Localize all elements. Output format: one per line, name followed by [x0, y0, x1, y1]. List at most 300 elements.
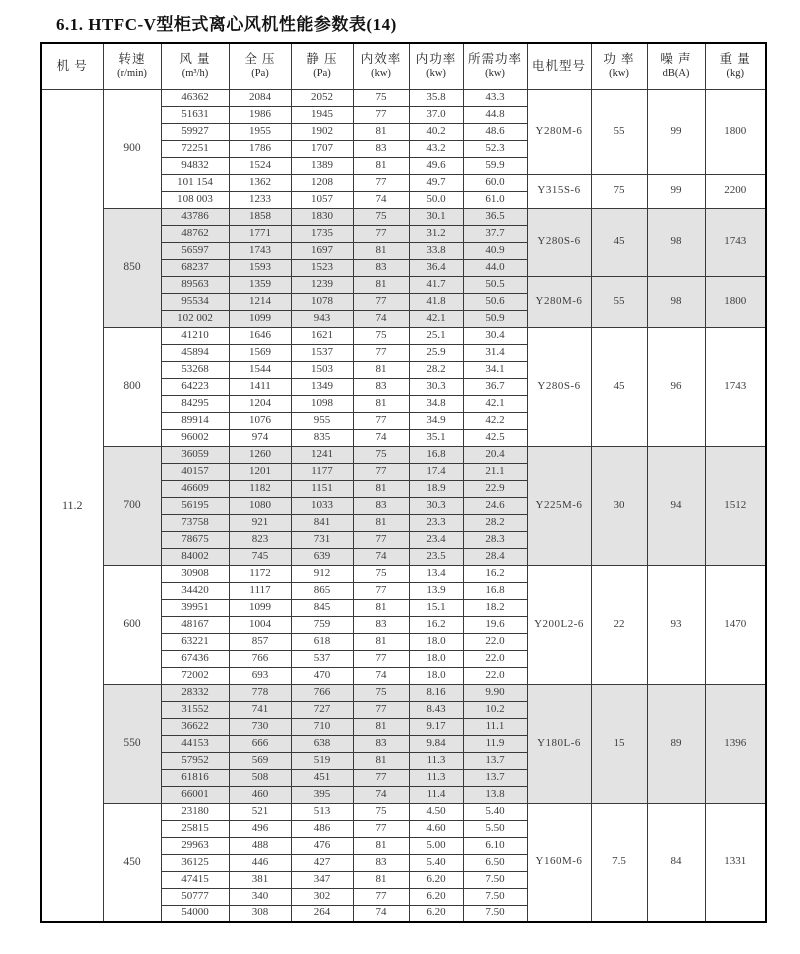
cell-speed: 900 — [103, 89, 161, 208]
cell-total-pressure: 1260 — [229, 446, 291, 463]
cell-required-power: 9.90 — [463, 684, 527, 701]
cell-total-pressure: 1858 — [229, 208, 291, 225]
cell-efficiency: 74 — [353, 548, 409, 565]
table-row — [41, 208, 766, 225]
cell-required-power: 60.0 — [463, 174, 527, 191]
cell-motor-power: 45 — [591, 208, 647, 276]
cell-efficiency: 81 — [353, 157, 409, 174]
table-row — [41, 446, 766, 463]
header-unit: (kw) — [485, 68, 505, 80]
cell-efficiency: 77 — [353, 412, 409, 429]
cell-flow: 43786 — [161, 208, 229, 225]
cell-internal-power: 41.8 — [409, 293, 463, 310]
cell-total-pressure: 1004 — [229, 616, 291, 633]
cell-speed: 450 — [103, 803, 161, 922]
cell-motor-power: 7.5 — [591, 803, 647, 922]
cell-total-pressure: 508 — [229, 769, 291, 786]
cell-internal-power: 35.1 — [409, 429, 463, 446]
cell-static-pressure: 1241 — [291, 446, 353, 463]
column-header-total-pressure — [229, 43, 291, 89]
cell-total-pressure: 1076 — [229, 412, 291, 429]
cell-efficiency: 77 — [353, 820, 409, 837]
cell-efficiency: 83 — [353, 735, 409, 752]
fan-performance-table — [40, 42, 767, 923]
cell-static-pressure: 1057 — [291, 191, 353, 208]
header-unit: (kw) — [609, 68, 629, 80]
cell-static-pressure: 519 — [291, 752, 353, 769]
cell-motor-power: 22 — [591, 565, 647, 684]
cell-efficiency: 75 — [353, 565, 409, 582]
cell-total-pressure: 778 — [229, 684, 291, 701]
cell-total-pressure: 745 — [229, 548, 291, 565]
cell-flow: 108 003 — [161, 191, 229, 208]
cell-flow: 56597 — [161, 242, 229, 259]
cell-noise: 93 — [647, 565, 705, 684]
cell-flow: 46609 — [161, 480, 229, 497]
cell-static-pressure: 486 — [291, 820, 353, 837]
column-header-required-power — [463, 43, 527, 89]
cell-motor-model: Y225M-6 — [527, 446, 591, 565]
cell-static-pressure: 1033 — [291, 497, 353, 514]
cell-static-pressure: 618 — [291, 633, 353, 650]
cell-flow: 40157 — [161, 463, 229, 480]
header-unit: (kg) — [726, 68, 744, 80]
cell-static-pressure: 537 — [291, 650, 353, 667]
cell-flow: 61816 — [161, 769, 229, 786]
cell-required-power: 59.9 — [463, 157, 527, 174]
cell-static-pressure: 1707 — [291, 140, 353, 157]
cell-static-pressure: 638 — [291, 735, 353, 752]
cell-required-power: 36.5 — [463, 208, 527, 225]
cell-required-power: 21.1 — [463, 463, 527, 480]
table-header — [41, 43, 766, 89]
header-unit: (m³/h) — [181, 68, 209, 80]
cell-static-pressure: 395 — [291, 786, 353, 803]
cell-static-pressure: 1830 — [291, 208, 353, 225]
cell-static-pressure: 1349 — [291, 378, 353, 395]
cell-internal-power: 13.9 — [409, 582, 463, 599]
cell-noise: 99 — [647, 174, 705, 208]
cell-internal-power: 34.9 — [409, 412, 463, 429]
cell-total-pressure: 1411 — [229, 378, 291, 395]
cell-noise: 98 — [647, 276, 705, 327]
cell-flow: 39951 — [161, 599, 229, 616]
cell-flow: 66001 — [161, 786, 229, 803]
cell-flow: 30908 — [161, 565, 229, 582]
cell-internal-power: 18.0 — [409, 633, 463, 650]
cell-efficiency: 81 — [353, 599, 409, 616]
cell-required-power: 37.7 — [463, 225, 527, 242]
cell-static-pressure: 639 — [291, 548, 353, 565]
cell-flow: 36622 — [161, 718, 229, 735]
cell-internal-power: 30.3 — [409, 378, 463, 395]
cell-required-power: 43.3 — [463, 89, 527, 106]
cell-required-power: 34.1 — [463, 361, 527, 378]
header-label: 噪 声 — [660, 52, 692, 67]
cell-weight: 2200 — [705, 174, 766, 208]
cell-efficiency: 77 — [353, 701, 409, 718]
cell-efficiency: 75 — [353, 803, 409, 820]
cell-total-pressure: 1233 — [229, 191, 291, 208]
page-title: 6.1. HTFC-V型柜式离心风机性能参数表(14) — [56, 15, 397, 34]
cell-required-power: 50.9 — [463, 310, 527, 327]
cell-internal-power: 16.8 — [409, 446, 463, 463]
cell-total-pressure: 2084 — [229, 89, 291, 106]
table-row — [41, 327, 766, 344]
cell-required-power: 7.50 — [463, 871, 527, 888]
header-label: 机 号 — [56, 58, 88, 73]
cell-internal-power: 34.8 — [409, 395, 463, 412]
cell-internal-power: 37.0 — [409, 106, 463, 123]
table-body — [41, 89, 766, 922]
cell-efficiency: 83 — [353, 378, 409, 395]
cell-efficiency: 77 — [353, 769, 409, 786]
column-header-motor-power — [591, 43, 647, 89]
cell-weight: 1743 — [705, 327, 766, 446]
cell-internal-power: 25.9 — [409, 344, 463, 361]
cell-flow: 89563 — [161, 276, 229, 293]
cell-total-pressure: 974 — [229, 429, 291, 446]
table-header-row — [41, 43, 766, 89]
header-label: 转速 — [118, 52, 146, 67]
cell-required-power: 48.6 — [463, 123, 527, 140]
cell-efficiency: 75 — [353, 684, 409, 701]
cell-static-pressure: 1151 — [291, 480, 353, 497]
cell-required-power: 22.9 — [463, 480, 527, 497]
cell-total-pressure: 308 — [229, 905, 291, 922]
cell-flow: 67436 — [161, 650, 229, 667]
cell-internal-power: 30.3 — [409, 497, 463, 514]
cell-static-pressure: 841 — [291, 514, 353, 531]
column-header-weight — [705, 43, 766, 89]
cell-internal-power: 15.1 — [409, 599, 463, 616]
cell-internal-power: 4.50 — [409, 803, 463, 820]
cell-required-power: 40.9 — [463, 242, 527, 259]
cell-static-pressure: 2052 — [291, 89, 353, 106]
cell-internal-power: 18.0 — [409, 650, 463, 667]
cell-efficiency: 81 — [353, 837, 409, 854]
cell-weight: 1743 — [705, 208, 766, 276]
table-row — [41, 684, 766, 701]
cell-flow: 44153 — [161, 735, 229, 752]
table-row — [41, 565, 766, 582]
cell-total-pressure: 1986 — [229, 106, 291, 123]
cell-internal-power: 50.0 — [409, 191, 463, 208]
cell-noise: 96 — [647, 327, 705, 446]
cell-weight: 1470 — [705, 565, 766, 684]
cell-internal-power: 35.8 — [409, 89, 463, 106]
cell-total-pressure: 1544 — [229, 361, 291, 378]
cell-motor-power: 45 — [591, 327, 647, 446]
cell-total-pressure: 460 — [229, 786, 291, 803]
cell-internal-power: 16.2 — [409, 616, 463, 633]
cell-flow: 101 154 — [161, 174, 229, 191]
cell-internal-power: 25.1 — [409, 327, 463, 344]
cell-required-power: 11.1 — [463, 718, 527, 735]
cell-noise: 89 — [647, 684, 705, 803]
cell-static-pressure: 731 — [291, 531, 353, 548]
cell-static-pressure: 1945 — [291, 106, 353, 123]
table-row — [41, 803, 766, 820]
header-label: 功 率 — [603, 52, 635, 67]
cell-flow: 53268 — [161, 361, 229, 378]
cell-required-power: 10.2 — [463, 701, 527, 718]
cell-static-pressure: 727 — [291, 701, 353, 718]
cell-required-power: 42.1 — [463, 395, 527, 412]
cell-efficiency: 83 — [353, 854, 409, 871]
cell-weight: 1331 — [705, 803, 766, 922]
cell-internal-power: 9.17 — [409, 718, 463, 735]
cell-required-power: 50.5 — [463, 276, 527, 293]
cell-internal-power: 36.4 — [409, 259, 463, 276]
cell-total-pressure: 1359 — [229, 276, 291, 293]
cell-static-pressure: 1239 — [291, 276, 353, 293]
cell-efficiency: 81 — [353, 395, 409, 412]
cell-static-pressure: 1621 — [291, 327, 353, 344]
cell-motor-power: 55 — [591, 89, 647, 174]
cell-static-pressure: 955 — [291, 412, 353, 429]
cell-internal-power: 30.1 — [409, 208, 463, 225]
cell-required-power: 50.6 — [463, 293, 527, 310]
cell-total-pressure: 381 — [229, 871, 291, 888]
cell-static-pressure: 710 — [291, 718, 353, 735]
cell-required-power: 16.2 — [463, 565, 527, 582]
cell-total-pressure: 1743 — [229, 242, 291, 259]
cell-efficiency: 74 — [353, 191, 409, 208]
cell-weight: 1396 — [705, 684, 766, 803]
cell-internal-power: 9.84 — [409, 735, 463, 752]
header-unit: (kw) — [371, 68, 391, 80]
cell-flow: 47415 — [161, 871, 229, 888]
cell-static-pressure: 835 — [291, 429, 353, 446]
cell-flow: 54000 — [161, 905, 229, 922]
cell-internal-power: 31.2 — [409, 225, 463, 242]
cell-efficiency: 74 — [353, 905, 409, 922]
cell-required-power: 30.4 — [463, 327, 527, 344]
cell-static-pressure: 1697 — [291, 242, 353, 259]
cell-static-pressure: 1389 — [291, 157, 353, 174]
cell-efficiency: 81 — [353, 123, 409, 140]
cell-static-pressure: 1902 — [291, 123, 353, 140]
cell-motor-model: Y180L-6 — [527, 684, 591, 803]
cell-efficiency: 75 — [353, 446, 409, 463]
column-header-speed — [103, 43, 161, 89]
cell-efficiency: 75 — [353, 89, 409, 106]
cell-machine-no: 11.2 — [41, 89, 103, 922]
cell-flow: 94832 — [161, 157, 229, 174]
cell-internal-power: 8.43 — [409, 701, 463, 718]
cell-static-pressure: 1735 — [291, 225, 353, 242]
cell-flow: 51631 — [161, 106, 229, 123]
cell-motor-model: Y315S-6 — [527, 174, 591, 208]
cell-internal-power: 42.1 — [409, 310, 463, 327]
cell-motor-model: Y280M-6 — [527, 89, 591, 174]
cell-total-pressure: 1117 — [229, 582, 291, 599]
cell-flow: 31552 — [161, 701, 229, 718]
cell-flow: 63221 — [161, 633, 229, 650]
cell-total-pressure: 496 — [229, 820, 291, 837]
header-label: 全 压 — [244, 52, 276, 67]
cell-static-pressure: 347 — [291, 871, 353, 888]
cell-speed: 550 — [103, 684, 161, 803]
cell-motor-model: Y280M-6 — [527, 276, 591, 327]
cell-noise: 94 — [647, 446, 705, 565]
cell-efficiency: 74 — [353, 786, 409, 803]
cell-efficiency: 74 — [353, 667, 409, 684]
cell-total-pressure: 666 — [229, 735, 291, 752]
cell-total-pressure: 1593 — [229, 259, 291, 276]
cell-required-power: 28.4 — [463, 548, 527, 565]
cell-internal-power: 13.4 — [409, 565, 463, 582]
cell-efficiency: 77 — [353, 888, 409, 905]
cell-flow: 56195 — [161, 497, 229, 514]
cell-flow: 41210 — [161, 327, 229, 344]
cell-required-power: 13.7 — [463, 769, 527, 786]
cell-required-power: 31.4 — [463, 344, 527, 361]
cell-efficiency: 83 — [353, 140, 409, 157]
cell-efficiency: 77 — [353, 225, 409, 242]
cell-weight: 1512 — [705, 446, 766, 565]
cell-internal-power: 23.3 — [409, 514, 463, 531]
cell-flow: 89914 — [161, 412, 229, 429]
column-header-internal-power — [409, 43, 463, 89]
cell-static-pressure: 943 — [291, 310, 353, 327]
cell-efficiency: 83 — [353, 616, 409, 633]
header-label: 电机型号 — [531, 58, 586, 73]
cell-static-pressure: 766 — [291, 684, 353, 701]
cell-total-pressure: 1099 — [229, 310, 291, 327]
column-header-efficiency — [353, 43, 409, 89]
cell-total-pressure: 569 — [229, 752, 291, 769]
cell-efficiency: 75 — [353, 327, 409, 344]
cell-flow: 78675 — [161, 531, 229, 548]
cell-static-pressure: 1177 — [291, 463, 353, 480]
cell-motor-model: Y160M-6 — [527, 803, 591, 922]
cell-weight: 1800 — [705, 276, 766, 327]
cell-total-pressure: 340 — [229, 888, 291, 905]
column-header-static-pressure — [291, 43, 353, 89]
cell-required-power: 13.8 — [463, 786, 527, 803]
cell-total-pressure: 1771 — [229, 225, 291, 242]
cell-required-power: 13.7 — [463, 752, 527, 769]
cell-required-power: 61.0 — [463, 191, 527, 208]
cell-flow: 95534 — [161, 293, 229, 310]
cell-flow: 59927 — [161, 123, 229, 140]
header-label: 重 量 — [719, 52, 751, 67]
cell-required-power: 42.2 — [463, 412, 527, 429]
cell-flow: 48167 — [161, 616, 229, 633]
cell-total-pressure: 521 — [229, 803, 291, 820]
cell-efficiency: 81 — [353, 752, 409, 769]
header-label: 静 压 — [306, 52, 338, 67]
cell-efficiency: 81 — [353, 276, 409, 293]
cell-flow: 72251 — [161, 140, 229, 157]
cell-flow: 45894 — [161, 344, 229, 361]
cell-speed: 850 — [103, 208, 161, 327]
cell-required-power: 28.2 — [463, 514, 527, 531]
cell-efficiency: 81 — [353, 514, 409, 531]
cell-required-power: 6.50 — [463, 854, 527, 871]
header-label: 风 量 — [179, 52, 211, 67]
cell-static-pressure: 476 — [291, 837, 353, 854]
column-header-flow — [161, 43, 229, 89]
cell-required-power: 11.9 — [463, 735, 527, 752]
cell-total-pressure: 741 — [229, 701, 291, 718]
cell-required-power: 22.0 — [463, 633, 527, 650]
cell-internal-power: 5.40 — [409, 854, 463, 871]
header-label: 内功率 — [415, 52, 457, 67]
cell-static-pressure: 759 — [291, 616, 353, 633]
cell-efficiency: 81 — [353, 480, 409, 497]
cell-static-pressure: 1503 — [291, 361, 353, 378]
cell-total-pressure: 1646 — [229, 327, 291, 344]
cell-efficiency: 74 — [353, 310, 409, 327]
cell-total-pressure: 446 — [229, 854, 291, 871]
cell-required-power: 44.8 — [463, 106, 527, 123]
cell-internal-power: 49.7 — [409, 174, 463, 191]
cell-required-power: 20.4 — [463, 446, 527, 463]
cell-static-pressure: 513 — [291, 803, 353, 820]
cell-motor-model: Y280S-6 — [527, 327, 591, 446]
cell-efficiency: 77 — [353, 463, 409, 480]
cell-internal-power: 11.3 — [409, 769, 463, 786]
cell-flow: 102 002 — [161, 310, 229, 327]
cell-required-power: 7.50 — [463, 905, 527, 922]
header-unit: dB(A) — [662, 68, 690, 80]
cell-total-pressure: 1204 — [229, 395, 291, 412]
header-label: 内效率 — [360, 52, 402, 67]
cell-internal-power: 11.4 — [409, 786, 463, 803]
cell-required-power: 19.6 — [463, 616, 527, 633]
cell-required-power: 22.0 — [463, 650, 527, 667]
cell-total-pressure: 1955 — [229, 123, 291, 140]
cell-static-pressure: 845 — [291, 599, 353, 616]
cell-internal-power: 28.2 — [409, 361, 463, 378]
cell-total-pressure: 693 — [229, 667, 291, 684]
cell-total-pressure: 857 — [229, 633, 291, 650]
cell-static-pressure: 1537 — [291, 344, 353, 361]
cell-required-power: 42.5 — [463, 429, 527, 446]
cell-static-pressure: 302 — [291, 888, 353, 905]
cell-required-power: 6.10 — [463, 837, 527, 854]
cell-efficiency: 77 — [353, 293, 409, 310]
cell-internal-power: 49.6 — [409, 157, 463, 174]
cell-required-power: 24.6 — [463, 497, 527, 514]
cell-flow: 50777 — [161, 888, 229, 905]
cell-total-pressure: 1080 — [229, 497, 291, 514]
cell-total-pressure: 1524 — [229, 157, 291, 174]
cell-total-pressure: 1172 — [229, 565, 291, 582]
cell-efficiency: 81 — [353, 242, 409, 259]
cell-internal-power: 41.7 — [409, 276, 463, 293]
cell-efficiency: 83 — [353, 497, 409, 514]
cell-internal-power: 4.60 — [409, 820, 463, 837]
cell-total-pressure: 1786 — [229, 140, 291, 157]
cell-required-power: 5.40 — [463, 803, 527, 820]
cell-total-pressure: 1214 — [229, 293, 291, 310]
cell-total-pressure: 1201 — [229, 463, 291, 480]
header-label: 所需功率 — [467, 52, 522, 67]
cell-efficiency: 83 — [353, 259, 409, 276]
cell-flow: 46362 — [161, 89, 229, 106]
cell-internal-power: 23.4 — [409, 531, 463, 548]
cell-required-power: 16.8 — [463, 582, 527, 599]
cell-static-pressure: 865 — [291, 582, 353, 599]
cell-internal-power: 8.16 — [409, 684, 463, 701]
cell-required-power: 36.7 — [463, 378, 527, 395]
cell-speed: 600 — [103, 565, 161, 684]
cell-static-pressure: 264 — [291, 905, 353, 922]
